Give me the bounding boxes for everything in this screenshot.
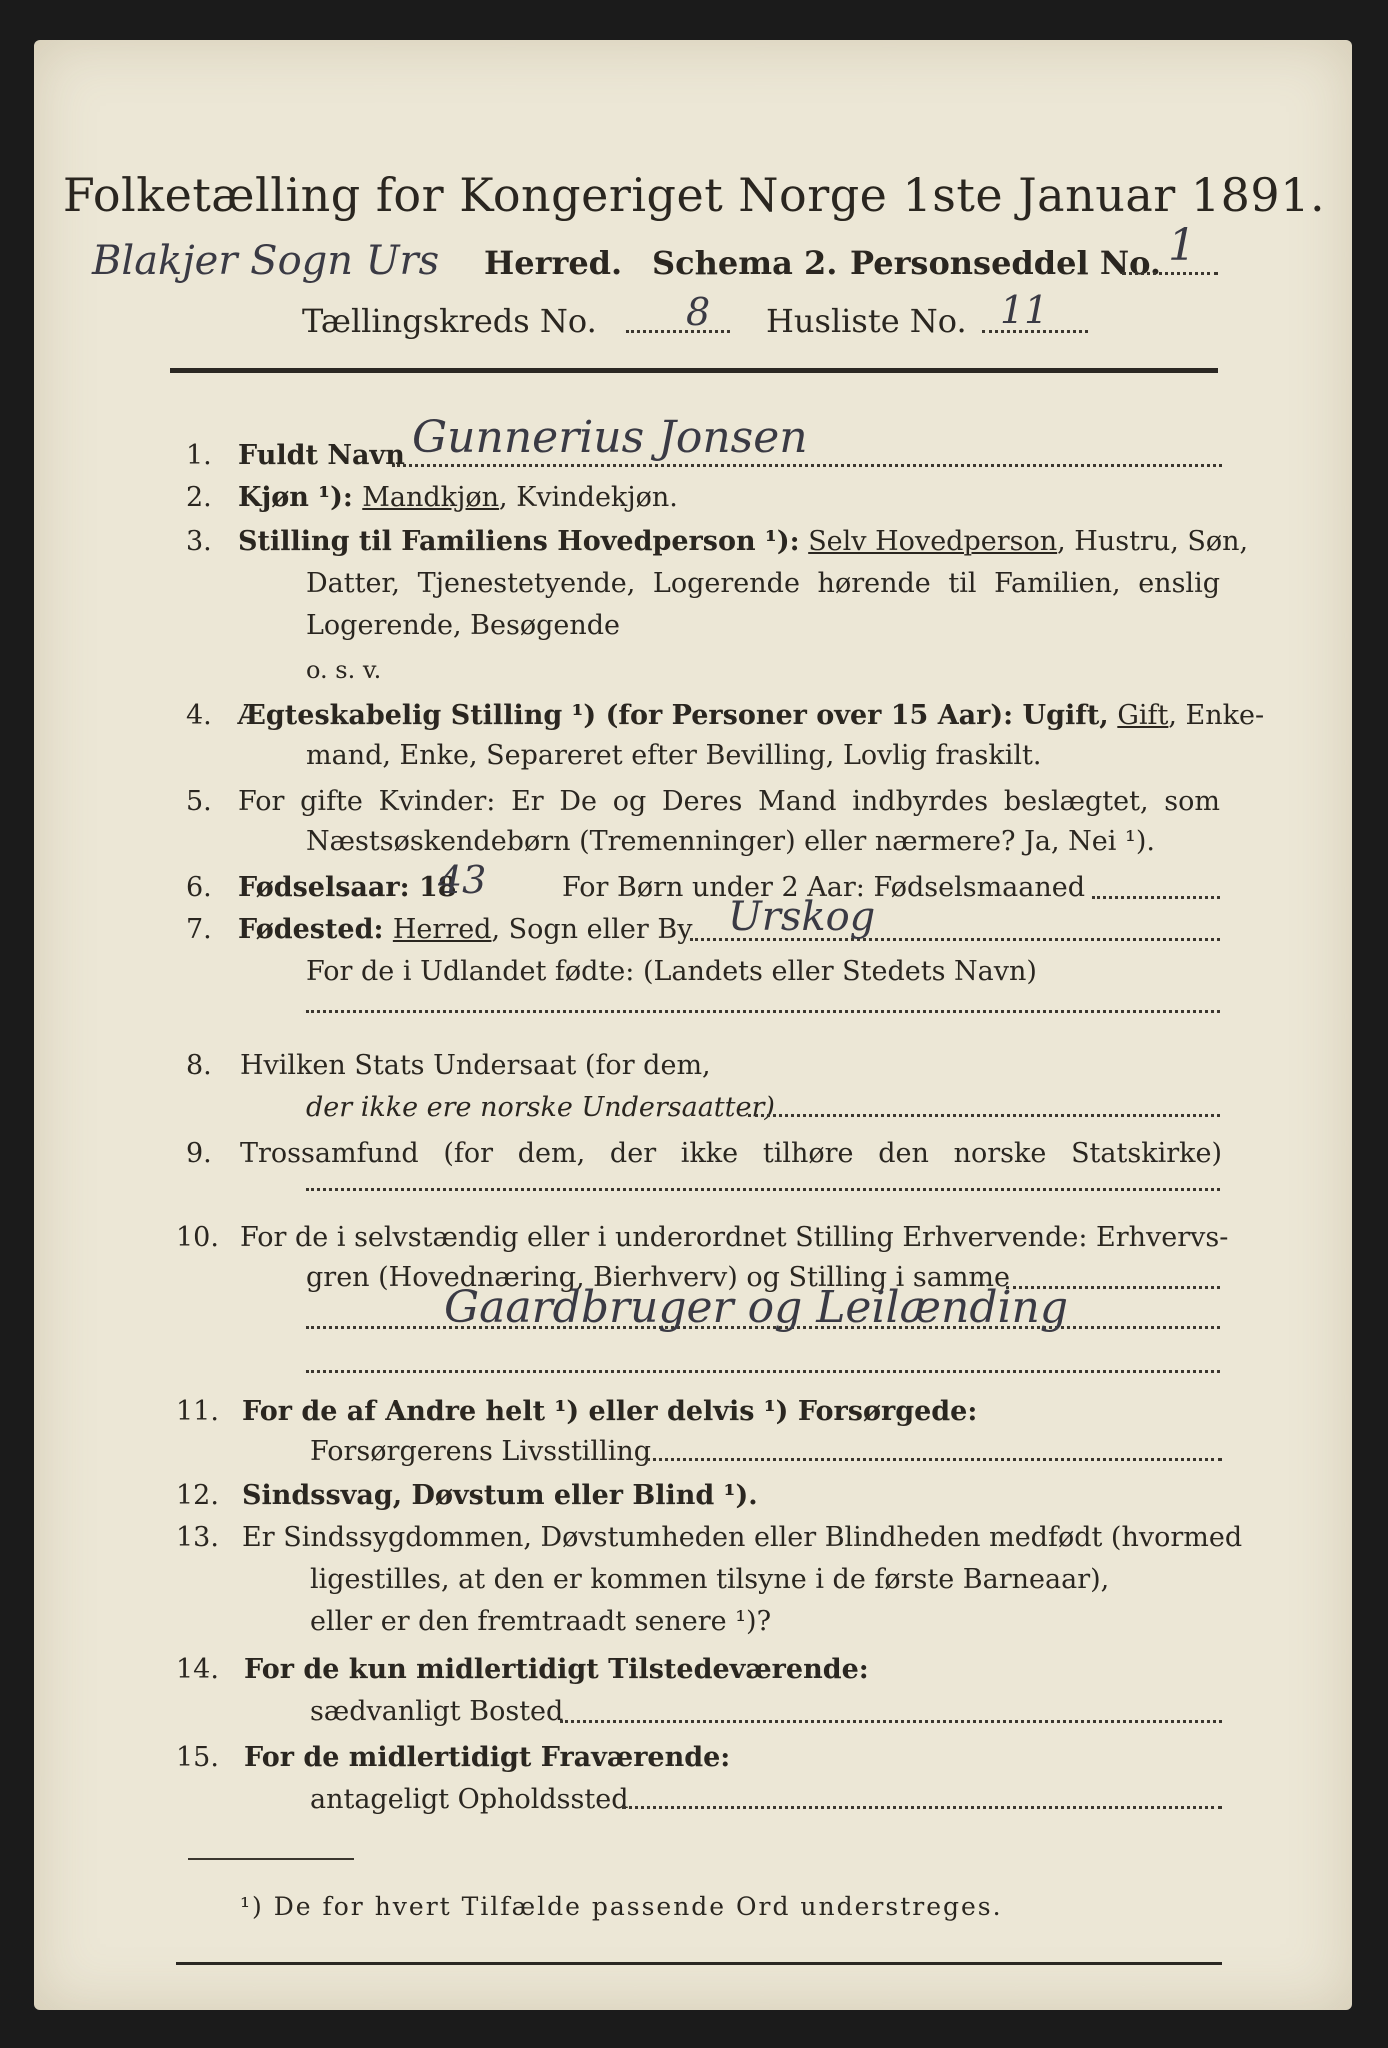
item-number: 14. [176,1654,219,1685]
answer-line [306,1188,1220,1191]
schema-label: Schema 2. [652,244,838,282]
stilling-options-line4: o. s. v. [306,656,382,684]
form-title: Folketælling for Kongeriget Norge 1ste Januar 1891. [62,168,1326,222]
item-number: 7. [186,914,212,945]
answer-line [560,1720,1222,1723]
answer-line [646,1458,1222,1461]
handwritten-husliste-no: 11 [1000,288,1049,332]
census-form-sheet [34,40,1352,2010]
handwritten-kreds-no: 8 [686,290,711,334]
footnote: ¹) De for hvert Tilfælde passende Ord understreges. [240,1892,1003,1921]
label-bosted: sædvanligt Bosted [310,1696,564,1727]
label-fremtraadt: eller er den fremtraadt senere ¹)? [310,1606,772,1637]
answer-line [306,1010,1220,1013]
label-trossamfund: Trossamfund (for dem, der ikke tilhøre den norske Statskirke) [240,1138,1222,1169]
label-ligestilles: ligestilles, at den er kommen tilsyne i de første Barneaar), [310,1564,1110,1595]
handwritten-birthplace: Urskog [728,894,876,940]
label-kjon [238,482,678,513]
item-number: 1. [186,440,212,471]
label-aegteskabelig [238,700,1264,731]
option-hustru-son: , Hustru, Søn, [1057,526,1249,557]
option-enkemand: , Enke- [1168,700,1265,731]
label-fuldt-navn: Fuldt Navn [238,440,405,471]
answer-line [392,464,1222,467]
option-mandkjon-selected: Mandkjøn [362,482,500,513]
item-number: 12. [176,1480,219,1511]
item-number: 5. [186,786,212,817]
personseddel-label: Personseddel No. [850,244,1161,282]
item-number: 6. [186,872,212,903]
item-number: 4. [186,700,212,731]
item-number: 2. [186,482,212,513]
personseddel-dots [1122,272,1218,275]
kjon-label: Kjøn ¹): [238,482,363,513]
handwritten-personseddel-no: 1 [1168,220,1196,271]
item-number: 13. [176,1522,219,1553]
item-number: 3. [186,526,212,557]
fodested-label: Fødested: [238,914,393,945]
aegteskabelig-options-line2: mand, Enke, Separeret efter Bevilling, Lovlig fraskilt. [306,740,1042,771]
footnote-rule [188,1858,354,1860]
label-fodselsaar: Fødselsaar: 18 [238,872,457,903]
handwritten-full-name: Gunnerius Jonsen [412,412,808,463]
item-number: 15. [176,1742,219,1773]
label-stilling [238,526,1248,557]
label-fodested [238,914,692,945]
item-number: 10. [176,1222,219,1253]
stilling-options-line2: Datter, Tjenestetyende, Logerende hørende til Familien, enslig [306,568,1220,599]
label-fravaerende: For de midlertidigt Fraværende: [244,1742,731,1773]
item-number: 11. [176,1396,219,1427]
label-forsorgede: For de af Andre helt ¹) eller delvis ¹) Forsørgede: [242,1396,978,1427]
husliste-label: Husliste No. [766,302,967,340]
label-gifte-kvinder: For gifte Kvinder: Er De og Deres Mand indbyrdes beslægtet, som [238,786,1220,817]
label-udlandet: For de i Udlandet fødte: (Landets eller Stedets Navn) [306,956,1037,987]
label-sindssvag: Sindssvag, Døvstum eller Blind ¹). [242,1480,758,1511]
handwritten-birth-year: 43 [438,858,487,902]
header-rule [170,368,1218,373]
answer-line [748,1114,1220,1117]
label-opholdssted: antageligt Opholdssted [310,1784,629,1815]
kreds-dots [626,330,730,333]
item-number: 9. [186,1138,212,1169]
bottom-rule [176,1962,1222,1965]
stilling-options-line3: Logerende, Besøgende [306,610,620,641]
aegteskabelig-label: Ægteskabelig Stilling ¹) (for Personer over 15 Aar): Ugift, [238,700,1109,731]
handwritten-herred: Blakjer Sogn Urs [92,238,440,284]
label-forsorgerens: Forsørgerens Livsstilling [310,1436,652,1467]
option-kvindekjon: , Kvindekjøn. [499,482,678,513]
option-selv-hovedperson-selected: Selv Hovedperson [808,526,1058,557]
option-sogn-by: , Sogn eller By [491,914,693,945]
answer-line [306,1370,1220,1373]
label-stats-undersaat: Hvilken Stats Undersaat (for dem, [240,1050,711,1081]
label-erhvervende: For de i selvstændig eller i underordnet Stilling Erhvervende: Erhvervs- [240,1222,1229,1253]
label-medfodt: Er Sindssygdommen, Døvstumheden eller Blindheden medfødt (hvormed [242,1522,1243,1553]
kreds-label: Tællingskreds No. [302,302,597,340]
answer-line [622,1806,1222,1809]
label-tilstedevaerende: For de kun midlertidigt Tilstedeværende: [244,1654,869,1685]
gifte-kvinder-line2: Næstsøskendebørn (Tremenninger) eller nærmere? Ja, Nei ¹). [306,826,1155,857]
option-gift-selected: Gift [1117,700,1169,731]
handwritten-occupation: Gaardbruger og Leilænding [444,1282,1069,1333]
option-herred-selected: Herred [392,914,492,945]
label-hovednaering: gren (Hovednæring, Bierhverv) og Stilling i samme [306,1262,1011,1293]
answer-line [1092,896,1220,899]
stilling-label: Stilling til Familiens Hovedperson ¹): [238,526,800,557]
label-fodselsmaaned: For Børn under 2 Aar: Fødselsmaaned [562,872,1086,903]
item-number: 8. [186,1050,212,1081]
herred-label: Herred. [484,244,623,282]
label-undersaatter: der ikke ere norske Undersaatter) [306,1092,775,1123]
